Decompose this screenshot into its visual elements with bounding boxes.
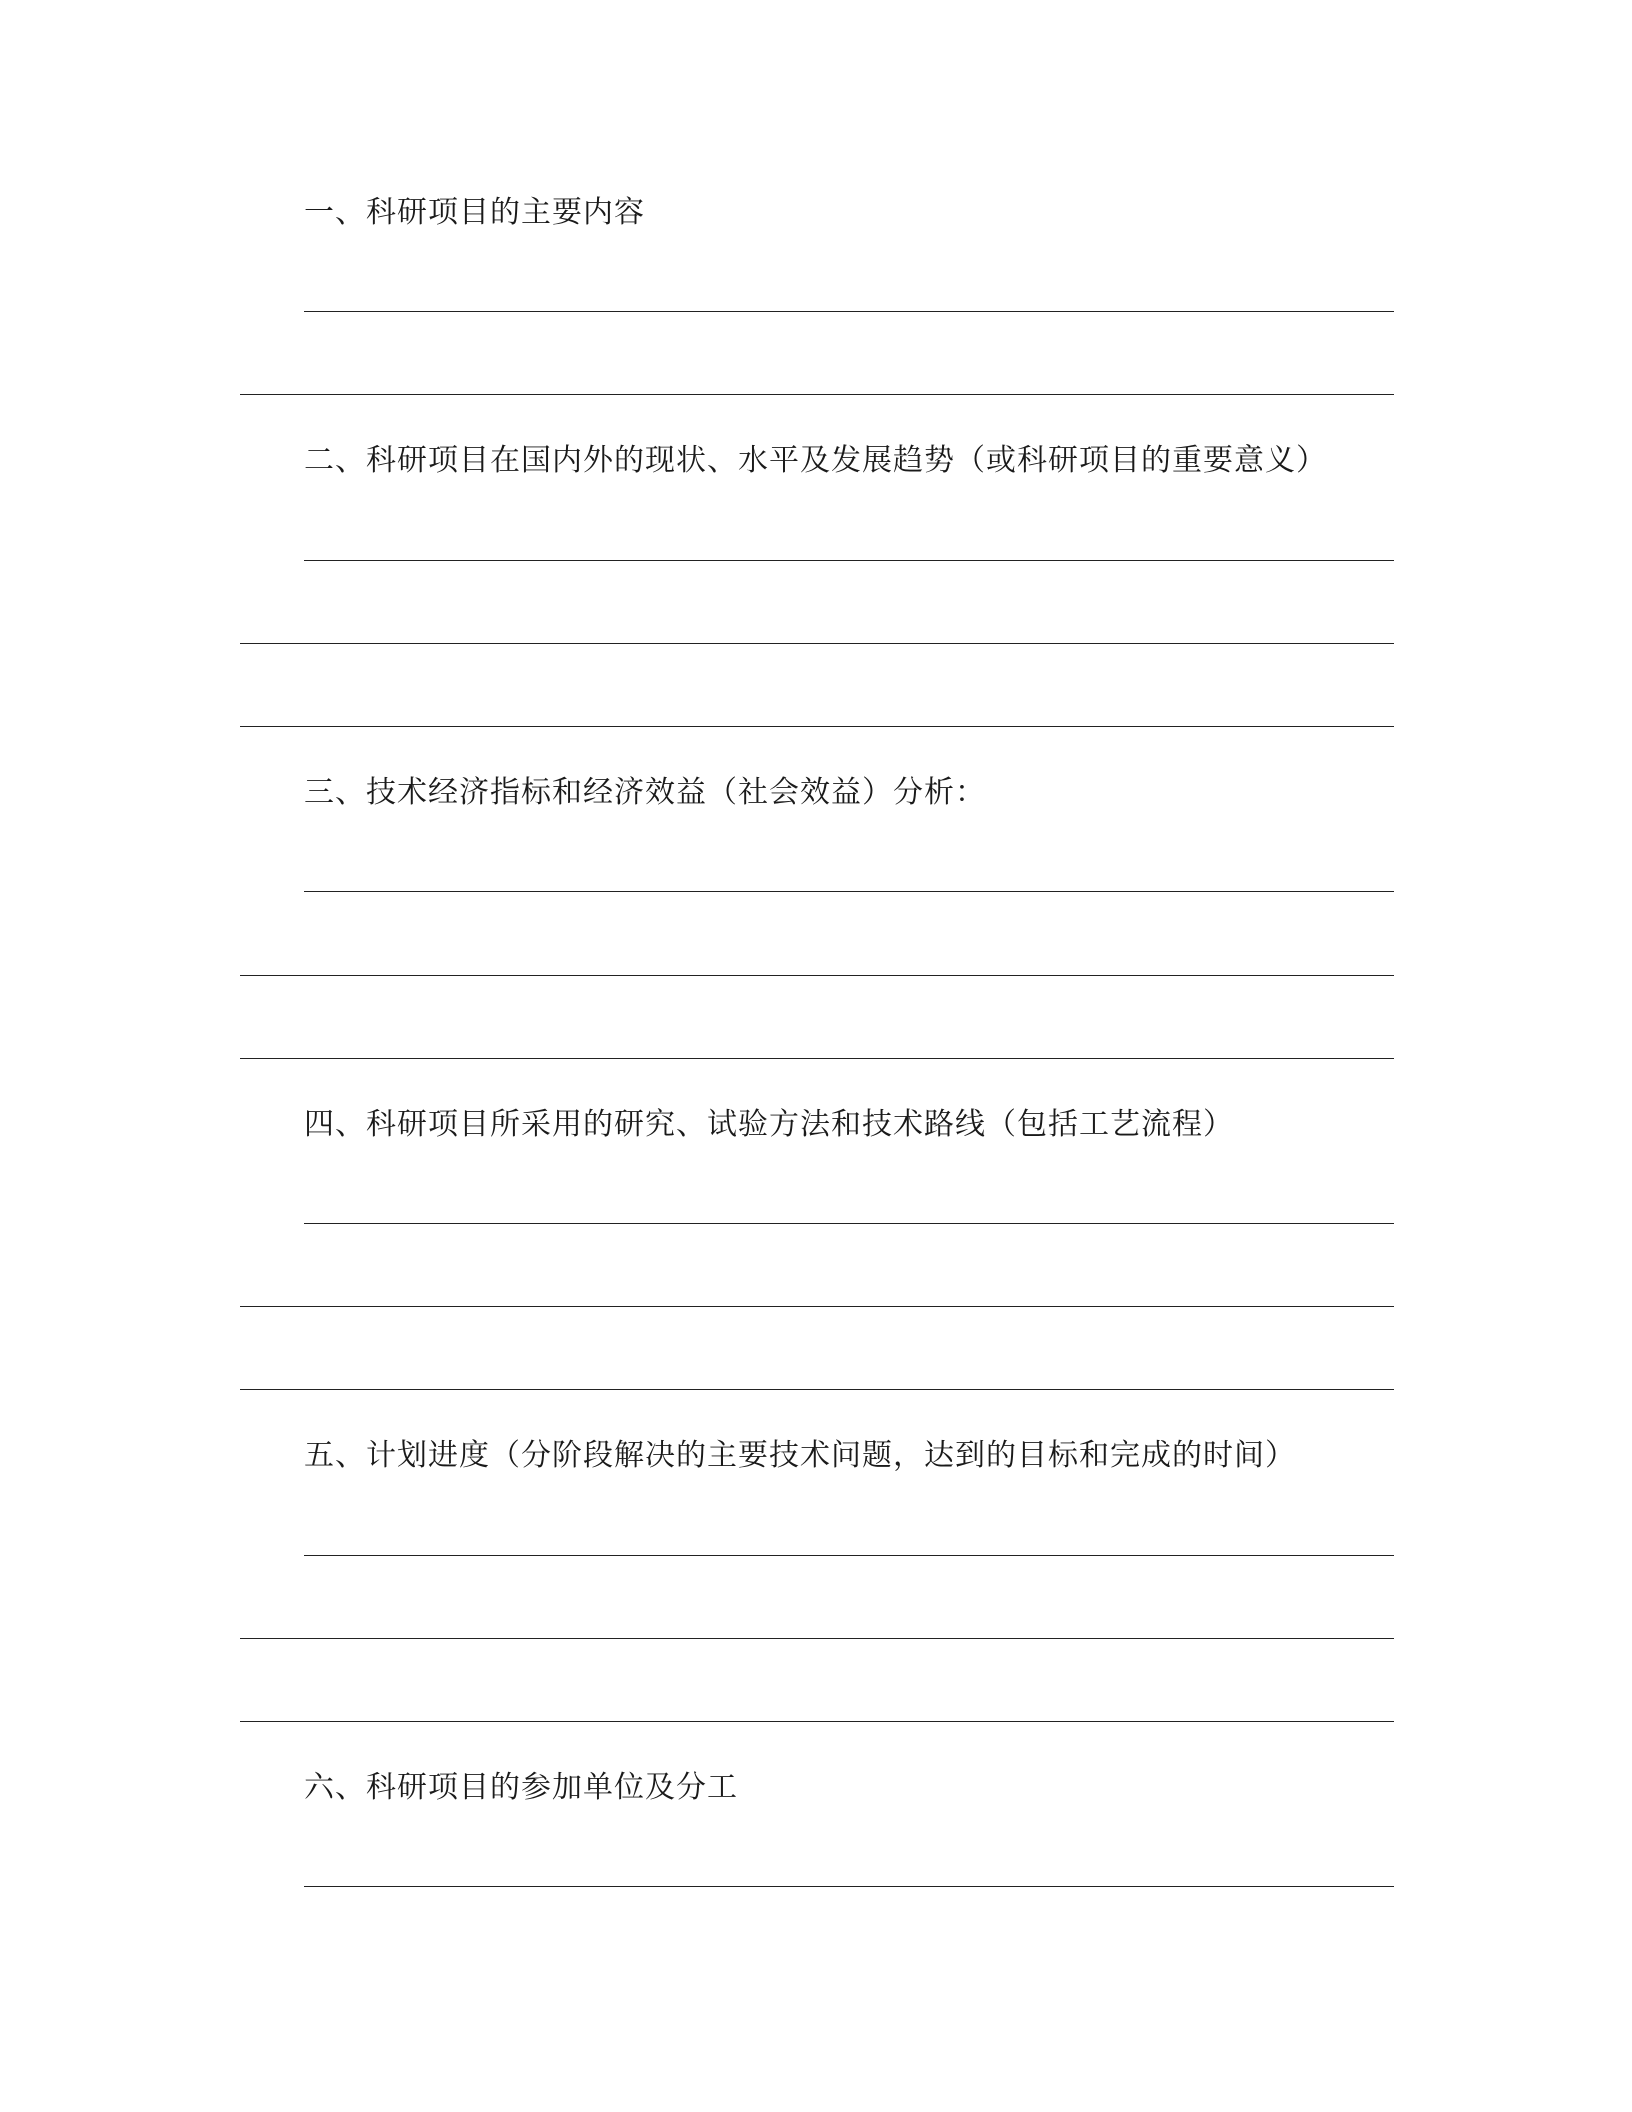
- section-5-answer-line-1[interactable]: [304, 1555, 1394, 1556]
- section-4-heading: 四、科研项目所采用的研究、试验方法和技术路线（包括工艺流程）: [304, 1107, 1234, 1142]
- section-2-answer-line-1[interactable]: [304, 560, 1394, 561]
- section-3-answer-line-3[interactable]: [240, 1058, 1394, 1059]
- section-4-answer-line-3[interactable]: [240, 1389, 1394, 1390]
- section-4-answer-line-1[interactable]: [304, 1223, 1394, 1224]
- section-4-answer-line-2[interactable]: [240, 1306, 1394, 1307]
- section-5-heading: 五、计划进度（分阶段解决的主要技术问题，达到的目标和完成的时间）: [304, 1438, 1296, 1473]
- section-5-answer-line-2[interactable]: [240, 1638, 1394, 1639]
- section-2-heading: 二、科研项目在国内外的现状、水平及发展趋势（或科研项目的重要意义）: [304, 443, 1327, 478]
- section-6-heading: 六、科研项目的参加单位及分工: [304, 1770, 738, 1805]
- section-6-answer-line-1[interactable]: [304, 1886, 1394, 1887]
- section-1-answer-line-1[interactable]: [304, 311, 1394, 312]
- section-2-answer-line-2[interactable]: [240, 643, 1394, 644]
- section-1-heading: 一、科研项目的主要内容: [304, 195, 645, 230]
- section-2-answer-line-3[interactable]: [240, 726, 1394, 727]
- section-5-answer-line-3[interactable]: [240, 1721, 1394, 1722]
- section-3-answer-line-2[interactable]: [240, 975, 1394, 976]
- section-3-answer-line-1[interactable]: [304, 891, 1394, 892]
- section-3-heading: 三、技术经济指标和经济效益（社会效益）分析：: [304, 775, 986, 810]
- section-1-answer-line-2[interactable]: [240, 394, 1394, 395]
